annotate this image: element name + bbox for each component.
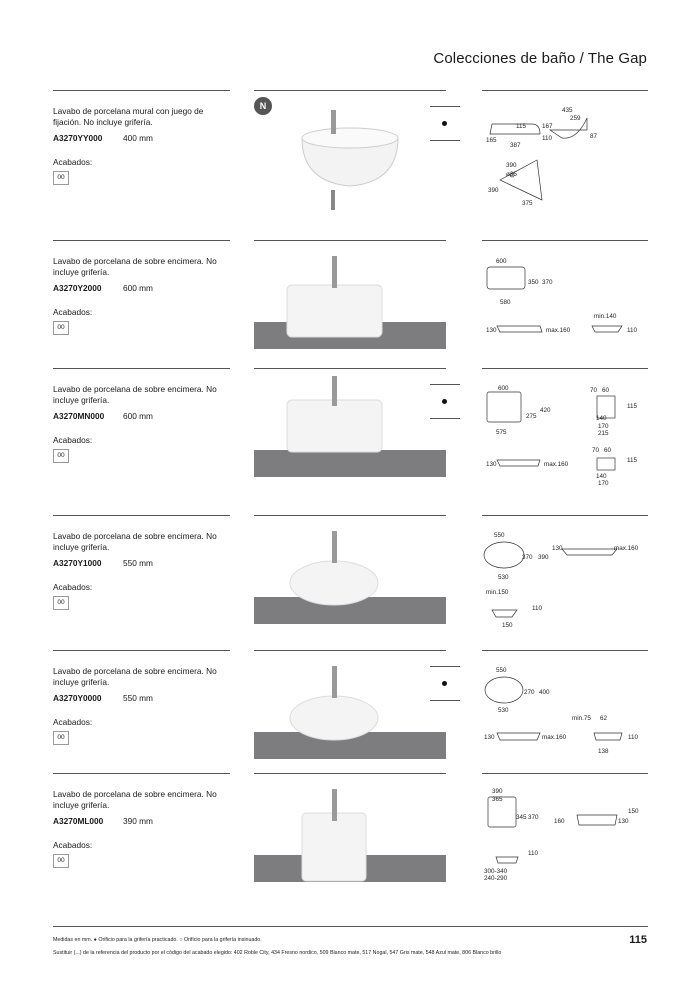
footer-legend <box>53 937 262 943</box>
product-description: Lavabo de porcelana de sobre encimera. No incluye grifería. <box>53 256 217 277</box>
dimension-label: 150 <box>628 808 639 815</box>
countertop <box>254 450 446 477</box>
dimension-label: 110 <box>627 327 638 334</box>
dimension-label: 550 <box>494 532 505 539</box>
divider <box>482 368 648 369</box>
dimension-label: 140 <box>596 473 607 480</box>
product-size: 550 mm <box>123 558 153 568</box>
dimension-label: min.75 <box>572 715 591 722</box>
dimension-label: 390 <box>488 187 499 194</box>
dimension-label: 87 <box>590 133 598 140</box>
product-photo <box>254 515 446 640</box>
product-row <box>0 650 700 775</box>
dimension-label: 115 <box>627 403 638 410</box>
finish-swatch: 00 <box>53 449 69 463</box>
product-row <box>0 773 700 898</box>
basin-rim <box>302 128 398 148</box>
dimension-label: 165 <box>486 137 497 144</box>
product-size: 600 mm <box>123 283 153 293</box>
finish-swatch: 00 <box>53 731 69 745</box>
product-description: Lavabo de porcelana de sobre encimera. No incluye grifería. <box>53 789 217 810</box>
page-title: Colecciones de baño / The Gap <box>433 50 647 67</box>
product-code: A3270Y2000 <box>53 283 102 293</box>
dimension-label: 60 <box>604 447 612 454</box>
divider <box>53 90 230 91</box>
dimension-label: 170 <box>598 480 609 487</box>
product-size: 390 mm <box>123 816 153 826</box>
dimension-label: 390 <box>492 788 503 795</box>
finishes-label: Acabados: <box>53 582 93 592</box>
new-badge: N <box>254 97 272 115</box>
finishes-label: Acabados: <box>53 435 93 445</box>
product-photo <box>254 650 446 775</box>
dimension-label: 365 <box>492 796 503 803</box>
drawing-outline <box>484 542 524 568</box>
divider <box>430 106 460 107</box>
dimension-label: 115 <box>627 457 638 464</box>
divider <box>254 90 446 91</box>
dimension-label: min.140 <box>594 313 617 320</box>
filled-dot-icon <box>442 681 447 686</box>
tap <box>332 256 337 288</box>
finishes-label: Acabados: <box>53 157 93 167</box>
basin-shape <box>287 285 382 337</box>
product-row <box>0 240 700 365</box>
dimension-label: 400 <box>539 689 550 696</box>
product-size: 400 mm <box>123 133 153 143</box>
dimension-label: 580 <box>500 299 511 306</box>
finishes-label: Acabados: <box>53 307 93 317</box>
dimension-label: 167 <box>542 123 553 130</box>
tap <box>332 376 337 406</box>
basin-shape <box>290 561 378 605</box>
tap <box>332 789 337 821</box>
technical-drawing <box>482 650 648 770</box>
drawing-outline <box>562 549 617 555</box>
dimension-label: max.160 <box>542 734 567 741</box>
dimension-label: 600 <box>496 258 507 265</box>
footer-hole-marked: Orificio para la grifería insinuado. <box>184 937 262 943</box>
drawing-outline <box>487 392 521 422</box>
finish-swatch: 00 <box>53 171 69 185</box>
tap <box>332 531 337 563</box>
dimension-label: 370 <box>528 814 539 821</box>
basin-shape <box>287 400 382 452</box>
divider <box>53 240 230 241</box>
dimension-label: ø35 <box>506 171 517 178</box>
dimension-label: 350 <box>528 279 539 286</box>
technical-drawing <box>482 515 648 635</box>
product-row <box>0 515 700 640</box>
product-description: Lavabo de porcelana mural con juego de fijación. No incluye grifería. <box>53 106 204 127</box>
dimension-label: 270 <box>524 689 535 696</box>
product-code: A3270YY000 <box>53 133 103 143</box>
product-photo <box>254 90 446 215</box>
dimension-label: 420 <box>540 407 551 414</box>
dimension-label: 130 <box>486 327 497 334</box>
drawing-outline <box>496 857 518 863</box>
filled-dot-icon <box>442 121 447 126</box>
tap <box>331 110 336 134</box>
dimension-label: 390 <box>538 554 549 561</box>
dimension-label: 110 <box>528 850 539 857</box>
filled-dot-icon: ● <box>93 937 97 943</box>
divider <box>482 240 648 241</box>
drawing-outline <box>592 326 622 332</box>
finishes-label: Acabados: <box>53 840 93 850</box>
drawing-outline <box>497 460 540 466</box>
divider <box>430 384 460 385</box>
product-photo <box>254 773 446 898</box>
product-photo <box>254 368 446 493</box>
dimension-label: 387 <box>510 142 521 149</box>
dimension-label: 240-290 <box>484 875 508 882</box>
dimension-label: 140 <box>596 415 607 422</box>
dimension-label: 530 <box>498 574 509 581</box>
product-row <box>0 90 700 215</box>
divider <box>482 90 648 91</box>
divider <box>430 418 460 419</box>
finish-swatch: 00 <box>53 854 69 868</box>
filled-dot-icon <box>442 399 447 404</box>
pipe <box>331 190 335 210</box>
dimension-label: 390 <box>506 162 517 169</box>
dimension-label: 275 <box>526 413 537 420</box>
product-description: Lavabo de porcelana de sobre encimera. No incluye grifería. <box>53 666 217 687</box>
divider <box>254 368 446 369</box>
drawing-outline <box>577 815 617 825</box>
finish-swatch: 00 <box>53 321 69 335</box>
basin-shape <box>302 813 366 881</box>
divider <box>53 773 230 774</box>
basin-shape <box>290 696 378 740</box>
dimension-label: 370 <box>522 554 533 561</box>
tap <box>332 666 337 698</box>
divider <box>53 515 230 516</box>
dimension-label: 62 <box>600 715 608 722</box>
dimension-label: 170 <box>598 423 609 430</box>
footer-measures: Medidas en mm. <box>53 937 93 943</box>
dimension-label: 130 <box>552 545 563 552</box>
dimension-label: max.160 <box>544 461 569 468</box>
product-size: 550 mm <box>123 693 153 703</box>
dimension-label: 370 <box>542 279 553 286</box>
dimension-label: max.160 <box>546 327 571 334</box>
drawing-outline <box>487 267 525 289</box>
dimension-label: 115 <box>516 123 527 130</box>
technical-drawing <box>482 90 648 210</box>
dimension-label: 110 <box>628 734 639 741</box>
footer-hole-drilled: Orificio para la grifería practicado. <box>98 937 178 943</box>
dimension-label: 70 <box>592 447 600 454</box>
product-code: A3270Y0000 <box>53 693 102 703</box>
dimension-label: 300-340 <box>484 868 508 875</box>
divider <box>430 666 460 667</box>
drawing-outline <box>550 118 587 138</box>
product-code: A3270ML000 <box>53 816 104 826</box>
divider <box>482 773 648 774</box>
divider <box>53 368 230 369</box>
technical-drawing <box>482 240 648 360</box>
dimension-label: 259 <box>570 115 581 122</box>
divider <box>430 700 460 701</box>
divider <box>254 240 446 241</box>
dimension-label: 345 <box>516 814 527 821</box>
finishes-label: Acabados: <box>53 717 93 727</box>
divider <box>53 650 230 651</box>
divider <box>254 515 446 516</box>
dimension-label: 110 <box>542 135 553 142</box>
dimension-label: 215 <box>598 430 609 437</box>
dimension-label: 550 <box>496 667 507 674</box>
product-code: A3270MN000 <box>53 411 105 421</box>
dimension-label: 110 <box>532 605 543 612</box>
dimension-label: 530 <box>498 707 509 714</box>
divider <box>430 140 460 141</box>
product-code: A3270Y1000 <box>53 558 102 568</box>
dimension-label: 60 <box>602 387 610 394</box>
footer-finish-codes: Sustituir (...) de la referencia del producto por el código del acabado elegido: 402 Roble City, 434 Fresno nordico, 509 Blanco mate, 517 Nogal, 547 Gris mate, 548 Azul mate, 806 Blanco brillo <box>53 950 502 956</box>
dimension-label: min.150 <box>486 589 509 596</box>
dimension-label: 435 <box>562 107 573 114</box>
drawing-outline <box>597 458 615 470</box>
product-description: Lavabo de porcelana de sobre encimera. No incluye grifería. <box>53 384 217 405</box>
dimension-label: 130 <box>618 818 629 825</box>
dimension-label: 375 <box>522 200 533 207</box>
dimension-label: 70 <box>590 387 598 394</box>
divider <box>254 650 446 651</box>
drawing-outline <box>490 124 540 134</box>
dimension-label: 130 <box>486 461 497 468</box>
drawing-outline <box>594 733 622 740</box>
dimension-label: 130 <box>484 734 495 741</box>
finish-swatch: 00 <box>53 596 69 610</box>
dimension-label: 575 <box>496 429 507 436</box>
divider <box>482 515 648 516</box>
dimension-label: 600 <box>498 385 509 392</box>
drawing-outline <box>497 326 542 332</box>
dimension-label: 150 <box>502 622 513 629</box>
drawing-outline <box>497 733 540 740</box>
drawing-outline <box>485 677 523 703</box>
drawing-outline <box>492 610 517 617</box>
hollow-dot-icon: ○ <box>179 937 183 943</box>
technical-drawing <box>482 773 648 893</box>
footer-divider <box>53 926 648 927</box>
dimension-label: max.160 <box>614 545 639 552</box>
dimension-label: 160 <box>554 818 565 825</box>
product-description: Lavabo de porcelana de sobre encimera. No incluye grifería. <box>53 531 217 552</box>
divider <box>482 650 648 651</box>
product-row <box>0 368 700 493</box>
product-size: 600 mm <box>123 411 153 421</box>
page-number: 115 <box>629 934 647 946</box>
product-photo <box>254 240 446 365</box>
divider <box>254 773 446 774</box>
dimension-label: 138 <box>598 748 609 755</box>
technical-drawing <box>482 368 648 488</box>
